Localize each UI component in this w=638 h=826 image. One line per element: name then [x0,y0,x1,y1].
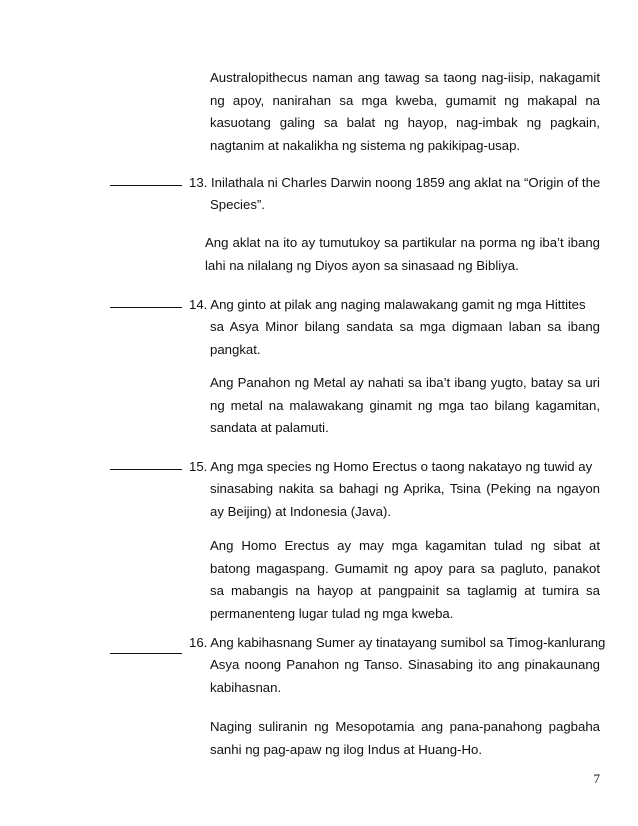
item-16-continuation: Asya noong Panahon ng Tanso. Sinasabing ito ang pinakaunang kabihasnan. [210,657,600,695]
item-13-first-line: 13. Inilathala ni Charles Darwin noong 1859 ang aklat na “Origin of the [189,175,601,190]
item-13-continuation: Species”. [210,197,265,212]
item-16-first-line: 16. Ang kabihasnang Sumer ay tinatayang sumibol sa Timog-kanlurang [189,635,606,650]
answer-blank-15[interactable] [110,469,182,470]
answer-blank-13[interactable] [110,185,182,186]
item-15-first-line: 15. Ang mga species ng Homo Erectus o taong nakatayo ng tuwid ay [189,459,593,474]
page-number: 7 [593,771,600,786]
item-14-first-line: 14. Ang ginto at pilak ang naging malawakang gamit ng mga Hittites [189,297,586,312]
intro-paragraph: Australopithecus naman ang tawag sa taong nag-iisip, nakagamit ng apoy, nanirahan sa mga kweba, gumamit ng makapal na kasuotang galing sa balat ng hayop, nag-imbak ng pagkain, nagtanim at nakalikha ng sistema ng pakikipag-usap. [210,70,600,153]
item-16-explanation: Naging suliranin ng Mesopotamia ang pana-panahong pagbaha sanhi ng pag-apaw ng ilog Indus at Huang-Ho. [210,719,600,757]
item-14-continuation: sa Asya Minor bilang sandata sa mga digmaan laban sa ibang pangkat. [210,319,600,357]
item-14-explanation: Ang Panahon ng Metal ay nahati sa iba’t ibang yugto, batay sa uri ng metal na malawakang ginamit ng mga tao bilang kagamitan, sandata at palamuti. [210,375,600,436]
item-15-continuation: sinasabing nakita sa bahagi ng Aprika, Tsina (Peking na ngayon ay Beijing) at Indonesia (Java). [210,481,600,519]
item-13-explanation: Ang aklat na ito ay tumutukoy sa partikular na porma ng iba’t ibang lahi na nilalang ng Diyos ayon sa sinasaad ng Bibliya. [205,235,600,273]
answer-blank-16[interactable] [110,653,182,654]
answer-blank-14[interactable] [110,307,182,308]
item-15-explanation: Ang Homo Erectus ay may mga kagamitan tulad ng sibat at batong magaspang. Gumamit ng apoy para sa pagluto, panakot sa mabangis na hayop at pangpainit sa taglamig at tumira sa permanenteng lugar tulad ng mga kweba. [210,538,600,621]
